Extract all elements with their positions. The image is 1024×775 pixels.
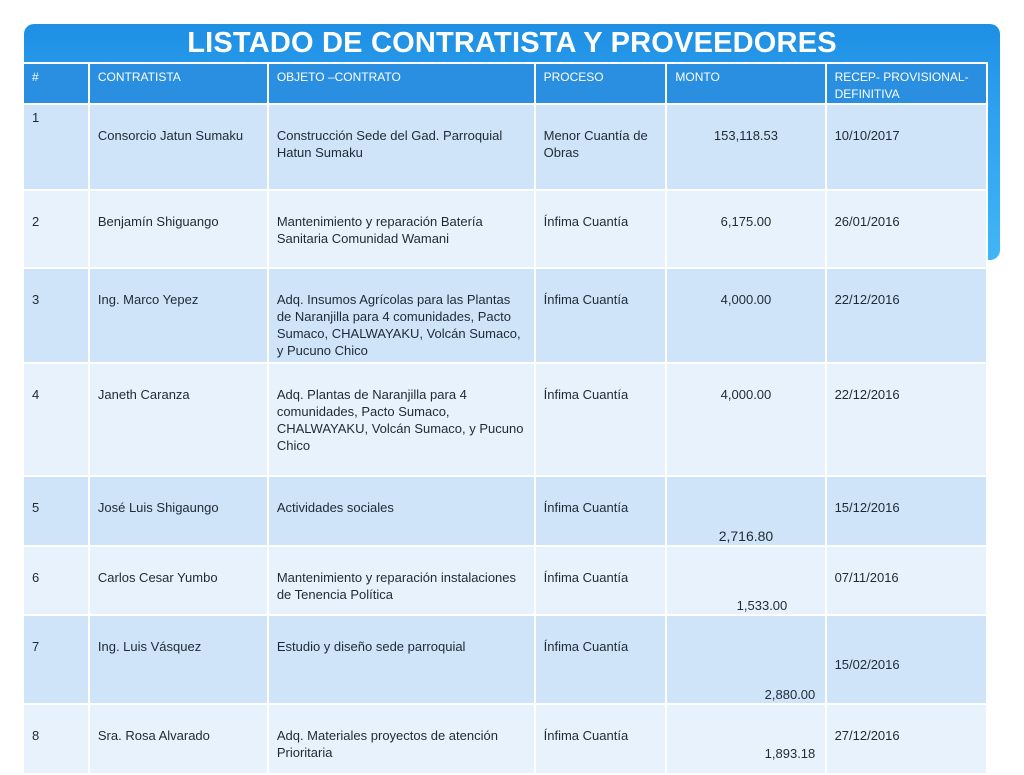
cell-monto: 6,175.00: [666, 190, 825, 268]
table-header-row: [23, 63, 987, 104]
cell-num: 7: [23, 615, 89, 704]
cell-recep: 15/12/2016: [826, 476, 987, 546]
cell-num: 5: [23, 476, 89, 546]
cell-monto: 1,533.00: [666, 546, 825, 615]
cell-contratista: Ing. Marco Yepez: [89, 268, 268, 363]
cell-monto: 4,000.00: [666, 268, 825, 363]
cell-objeto: Mantenimiento y reparación instalaciones de Tenencia Política: [268, 546, 535, 615]
cell-num: 1: [23, 104, 89, 190]
contractors-table: [22, 62, 988, 775]
cell-recep: 10/10/2017: [826, 104, 987, 190]
cell-recep: 27/12/2016: [826, 704, 987, 774]
cell-proceso: Ínfima Cuantía: [535, 363, 667, 476]
cell-num: 2: [23, 190, 89, 268]
table-row: [23, 363, 987, 476]
table-row: [23, 268, 987, 363]
table-row: [23, 190, 987, 268]
cell-num: 4: [23, 363, 89, 476]
header-proceso: PROCESO: [535, 63, 667, 104]
cell-proceso: Ínfima Cuantía: [535, 190, 667, 268]
cell-recep: 26/01/2016: [826, 190, 987, 268]
cell-objeto: Adq. Materiales proyectos de atención Prioritaria: [268, 704, 535, 774]
table-row: [23, 615, 987, 704]
cell-monto: 2,880.00: [666, 615, 825, 704]
cell-recep: 07/11/2016: [826, 546, 987, 615]
cell-num: 3: [23, 268, 89, 363]
table-row: [23, 104, 987, 190]
table-row: [23, 704, 987, 774]
header-contratista: CONTRATISTA: [89, 63, 268, 104]
cell-objeto: Construcción Sede del Gad. Parroquial Hatun Sumaku: [268, 104, 535, 190]
cell-objeto: Adq. Insumos Agrícolas para las Plantas de Naranjilla para 4 comunidades, Pacto Sumaco, CHALWAYAKU, Volcán Sumaco, y Pucuno Chico: [268, 268, 535, 363]
cell-monto: 153,118.53: [666, 104, 825, 190]
cell-contratista: Sra. Rosa Alvarado: [89, 704, 268, 774]
cell-proceso: Menor Cuantía de Obras: [535, 104, 667, 190]
header-num: #: [23, 63, 89, 104]
cell-proceso: Ínfima Cuantía: [535, 476, 667, 546]
cell-recep: 15/02/2016: [826, 615, 987, 704]
cell-contratista: Carlos Cesar Yumbo: [89, 546, 268, 615]
cell-objeto: Actividades sociales: [268, 476, 535, 546]
cell-monto: 1,893.18: [666, 704, 825, 774]
header-recep: RECEP- PROVISIONAL- DEFINITIVA: [826, 63, 987, 104]
cell-contratista: José Luis Shigaungo: [89, 476, 268, 546]
cell-proceso: Ínfima Cuantía: [535, 268, 667, 363]
cell-num: 8: [23, 704, 89, 774]
cell-recep: 22/12/2016: [826, 268, 987, 363]
header-monto: MONTO: [666, 63, 825, 104]
cell-proceso: Ínfima Cuantía: [535, 704, 667, 774]
cell-proceso: Ínfima Cuantía: [535, 615, 667, 704]
cell-contratista: Benjamín Shiguango: [89, 190, 268, 268]
cell-objeto: Estudio y diseño sede parroquial: [268, 615, 535, 704]
header-objeto: OBJETO –CONTRATO: [268, 63, 535, 104]
cell-objeto: Mantenimiento y reparación Batería Sanitaria Comunidad Wamani: [268, 190, 535, 268]
cell-contratista: Consorcio Jatun Sumaku: [89, 104, 268, 190]
cell-monto: 2,716.80: [666, 476, 825, 546]
cell-objeto: Adq. Plantas de Naranjilla para 4 comunidades, Pacto Sumaco, CHALWAYAKU, Volcán Sumaco, y Pucuno Chico: [268, 363, 535, 476]
cell-recep: 22/12/2016: [826, 363, 987, 476]
table-row: [23, 546, 987, 615]
cell-contratista: Janeth Caranza: [89, 363, 268, 476]
cell-proceso: Ínfima Cuantía: [535, 546, 667, 615]
page-title: LISTADO DE CONTRATISTA Y PROVEEDORES: [187, 27, 837, 59]
cell-monto: 4,000.00: [666, 363, 825, 476]
cell-contratista: Ing. Luis Vásquez: [89, 615, 268, 704]
cell-num: 6: [23, 546, 89, 615]
table-row: [23, 476, 987, 546]
